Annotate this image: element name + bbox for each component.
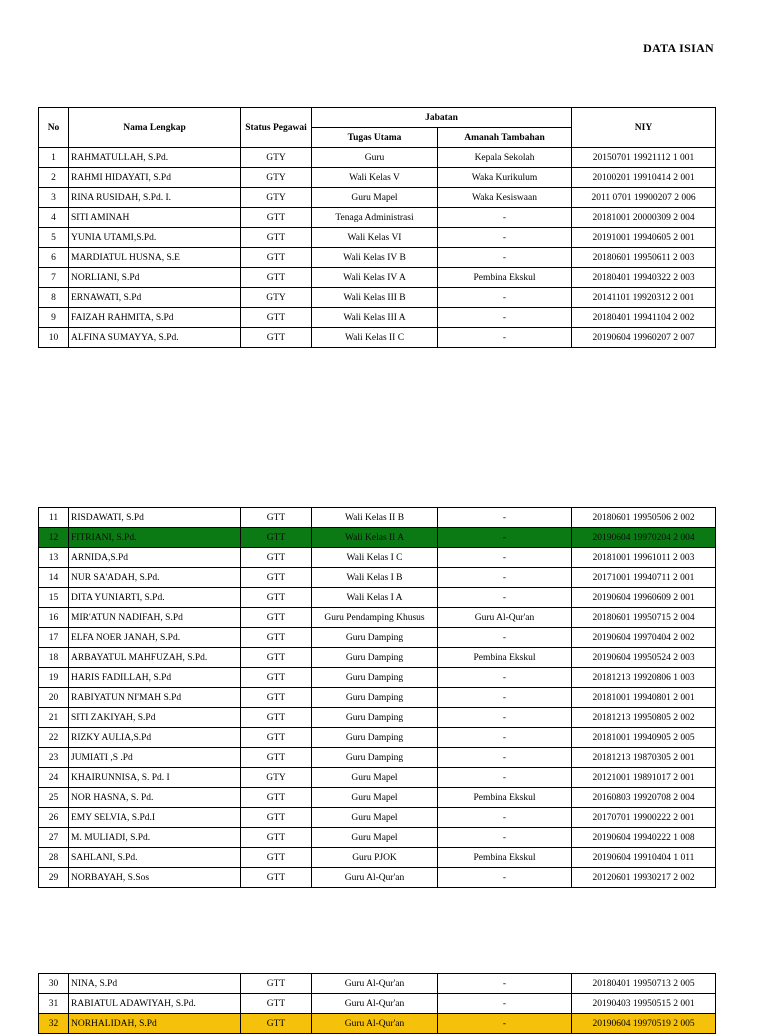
cell-nama: ARNIDA,S.Pd (69, 548, 241, 568)
staff-table-2 (38, 507, 716, 888)
cell-no: 25 (39, 788, 69, 808)
cell-no: 28 (39, 848, 69, 868)
cell-amanah: - (438, 508, 572, 528)
cell-amanah: - (438, 328, 572, 348)
cell-tugas: Guru Mapel (312, 788, 438, 808)
cell-status: GTT (241, 994, 312, 1014)
cell-no: 13 (39, 548, 69, 568)
cell-niy: 2011 0701 19900207 2 006 (572, 188, 716, 208)
cell-niy: 20181001 19940905 2 005 (572, 728, 716, 748)
header-nama: Nama Lengkap (69, 108, 241, 148)
header-niy: NIY (572, 108, 716, 148)
cell-status: GTT (241, 248, 312, 268)
cell-status: GTT (241, 328, 312, 348)
cell-niy: 20180601 19950506 2 002 (572, 508, 716, 528)
cell-no: 31 (39, 994, 69, 1014)
cell-no: 5 (39, 228, 69, 248)
cell-amanah: - (438, 548, 572, 568)
cell-status: GTT (241, 568, 312, 588)
table-row (39, 708, 716, 728)
cell-nama: FAIZAH RAHMITA, S.Pd (69, 308, 241, 328)
cell-nama: ARBAYATUL MAHFUZAH, S.Pd. (69, 648, 241, 668)
cell-niy: 20190604 19960207 2 007 (572, 328, 716, 348)
cell-amanah: - (438, 688, 572, 708)
cell-nama: RINA RUSIDAH, S.Pd. I. (69, 188, 241, 208)
cell-nama: MARDIATUL HUSNA, S.E (69, 248, 241, 268)
cell-nama: NUR SA'ADAH, S.Pd. (69, 568, 241, 588)
cell-nama: SITI ZAKIYAH, S.Pd (69, 708, 241, 728)
cell-niy: 20120601 19930217 2 002 (572, 868, 716, 888)
header-jabatan: Jabatan (312, 108, 572, 128)
cell-status: GTT (241, 668, 312, 688)
cell-niy: 20191001 19940605 2 001 (572, 228, 716, 248)
cell-niy: 20141101 19920312 2 001 (572, 288, 716, 308)
cell-status: GTT (241, 974, 312, 994)
cell-no: 30 (39, 974, 69, 994)
cell-amanah: - (438, 868, 572, 888)
cell-no: 18 (39, 648, 69, 668)
cell-no: 16 (39, 608, 69, 628)
cell-amanah: - (438, 208, 572, 228)
cell-tugas: Guru Damping (312, 688, 438, 708)
cell-niy: 20181213 19870305 2 001 (572, 748, 716, 768)
cell-amanah: Waka Kesiswaan (438, 188, 572, 208)
table-row (39, 868, 716, 888)
cell-nama: SAHLANI, S.Pd. (69, 848, 241, 868)
cell-status: GTT (241, 808, 312, 828)
cell-no: 23 (39, 748, 69, 768)
cell-nama: KHAIRUNNISA, S. Pd. I (69, 768, 241, 788)
header-status: Status Pegawai (241, 108, 312, 148)
cell-amanah: - (438, 528, 572, 548)
cell-no: 15 (39, 588, 69, 608)
cell-nama: MIR'ATUN NADIFAH, S.Pd (69, 608, 241, 628)
cell-tugas: Guru Pendamping Khusus (312, 608, 438, 628)
cell-no: 7 (39, 268, 69, 288)
cell-niy: 20190604 19940222 1 008 (572, 828, 716, 848)
cell-amanah: Pembina Ekskul (438, 848, 572, 868)
cell-niy: 20100201 19910414 2 001 (572, 168, 716, 188)
cell-nama: JUMIATI ,S .Pd (69, 748, 241, 768)
cell-tugas: Guru Damping (312, 748, 438, 768)
cell-niy: 20181213 19950805 2 002 (572, 708, 716, 728)
cell-amanah: - (438, 828, 572, 848)
table-row (39, 148, 716, 168)
cell-niy: 20160803 19920708 2 004 (572, 788, 716, 808)
cell-status: GTY (241, 168, 312, 188)
table-row (39, 168, 716, 188)
cell-status: GTT (241, 268, 312, 288)
cell-amanah: Kepala Sekolah (438, 148, 572, 168)
cell-nama: ERNAWATI, S.Pd (69, 288, 241, 308)
cell-no: 19 (39, 668, 69, 688)
cell-niy: 20181001 20000309 2 004 (572, 208, 716, 228)
cell-status: GTT (241, 848, 312, 868)
cell-status: GTY (241, 288, 312, 308)
table-row (39, 248, 716, 268)
cell-amanah: Pembina Ekskul (438, 268, 572, 288)
cell-no: 14 (39, 568, 69, 588)
cell-tugas: Wali Kelas VI (312, 228, 438, 248)
table-row (39, 974, 716, 994)
cell-tugas: Guru Mapel (312, 828, 438, 848)
cell-tugas: Guru Damping (312, 708, 438, 728)
cell-tugas: Guru PJOK (312, 848, 438, 868)
page-title: DATA ISIAN (643, 41, 714, 55)
table-row (39, 808, 716, 828)
cell-niy: 20171001 19940711 2 001 (572, 568, 716, 588)
cell-niy: 20121001 19891017 2 001 (572, 768, 716, 788)
cell-tugas: Wali Kelas IV B (312, 248, 438, 268)
cell-no: 2 (39, 168, 69, 188)
cell-status: GTY (241, 188, 312, 208)
cell-nama: RABIATUL ADAWIYAH, S.Pd. (69, 994, 241, 1014)
cell-niy: 20170701 19900222 2 001 (572, 808, 716, 828)
cell-niy: 20180401 19950713 2 005 (572, 974, 716, 994)
cell-tugas: Tenaga Administrasi (312, 208, 438, 228)
cell-status: GTT (241, 208, 312, 228)
cell-no: 6 (39, 248, 69, 268)
cell-niy: 20180601 19950715 2 004 (572, 608, 716, 628)
table-row (39, 528, 716, 548)
cell-niy: 20190604 19910404 1 011 (572, 848, 716, 868)
cell-no: 32 (39, 1014, 69, 1034)
staff-table-1 (38, 107, 716, 348)
header-amanah: Amanah Tambahan (438, 128, 572, 148)
cell-no: 11 (39, 508, 69, 528)
cell-amanah: - (438, 728, 572, 748)
cell-status: GTT (241, 308, 312, 328)
cell-tugas: Guru Al-Qur'an (312, 994, 438, 1014)
header-tugas: Tugas Utama (312, 128, 438, 148)
header-no: No (39, 108, 69, 148)
cell-tugas: Wali Kelas I A (312, 588, 438, 608)
cell-amanah: - (438, 248, 572, 268)
cell-status: GTY (241, 148, 312, 168)
table-row (39, 848, 716, 868)
table-row (39, 994, 716, 1014)
cell-amanah: - (438, 228, 572, 248)
cell-nama: ELFA NOER JANAH, S.Pd. (69, 628, 241, 648)
cell-niy: 20190403 19950515 2 001 (572, 994, 716, 1014)
cell-tugas: Wali Kelas II C (312, 328, 438, 348)
cell-amanah: - (438, 668, 572, 688)
table-row (39, 728, 716, 748)
cell-amanah: - (438, 288, 572, 308)
cell-status: GTT (241, 728, 312, 748)
cell-status: GTT (241, 828, 312, 848)
cell-amanah: - (438, 628, 572, 648)
table-row (39, 768, 716, 788)
cell-no: 17 (39, 628, 69, 648)
cell-nama: EMY SELVIA, S.Pd.I (69, 808, 241, 828)
cell-amanah: - (438, 708, 572, 728)
cell-amanah: Pembina Ekskul (438, 648, 572, 668)
cell-tugas: Guru Damping (312, 728, 438, 748)
cell-niy: 20181213 19920806 1 003 (572, 668, 716, 688)
table-row (39, 828, 716, 848)
cell-status: GTT (241, 608, 312, 628)
table-row (39, 628, 716, 648)
table-row (39, 208, 716, 228)
cell-status: GTT (241, 1014, 312, 1034)
cell-amanah: - (438, 768, 572, 788)
cell-nama: YUNIA UTAMI,S.Pd. (69, 228, 241, 248)
cell-nama: NORBAYAH, S.Sos (69, 868, 241, 888)
cell-niy: 20180401 19940322 2 003 (572, 268, 716, 288)
cell-amanah: - (438, 588, 572, 608)
cell-no: 8 (39, 288, 69, 308)
cell-no: 4 (39, 208, 69, 228)
cell-tugas: Guru Mapel (312, 768, 438, 788)
cell-tugas: Wali Kelas II B (312, 508, 438, 528)
cell-nama: FITRIANI, S.Pd. (69, 528, 241, 548)
cell-no: 9 (39, 308, 69, 328)
cell-no: 22 (39, 728, 69, 748)
table-row (39, 288, 716, 308)
cell-nama: SITI AMINAH (69, 208, 241, 228)
cell-no: 3 (39, 188, 69, 208)
cell-no: 26 (39, 808, 69, 828)
table-row (39, 328, 716, 348)
table-row (39, 188, 716, 208)
cell-status: GTT (241, 868, 312, 888)
cell-tugas: Guru Mapel (312, 188, 438, 208)
staff-table-3 (38, 973, 716, 1034)
cell-nama: NORHALIDAH, S.Pd (69, 1014, 241, 1034)
table-row (39, 648, 716, 668)
cell-tugas: Wali Kelas II A (312, 528, 438, 548)
cell-nama: RAHMATULLAH, S.Pd. (69, 148, 241, 168)
table-row (39, 788, 716, 808)
cell-nama: ALFINA SUMAYYA, S.Pd. (69, 328, 241, 348)
cell-no: 27 (39, 828, 69, 848)
cell-nama: RIZKY AULIA,S.Pd (69, 728, 241, 748)
cell-nama: M. MULIADI, S.Pd. (69, 828, 241, 848)
cell-no: 21 (39, 708, 69, 728)
cell-amanah: - (438, 748, 572, 768)
cell-status: GTT (241, 528, 312, 548)
cell-niy: 20180601 19950611 2 003 (572, 248, 716, 268)
cell-nama: RISDAWATI, S.Pd (69, 508, 241, 528)
cell-niy: 20190604 19970204 2 004 (572, 528, 716, 548)
cell-status: GTT (241, 588, 312, 608)
cell-tugas: Wali Kelas IV A (312, 268, 438, 288)
cell-amanah: - (438, 808, 572, 828)
cell-status: GTT (241, 788, 312, 808)
cell-niy: 20180401 19941104 2 002 (572, 308, 716, 328)
cell-no: 20 (39, 688, 69, 708)
cell-tugas: Guru Mapel (312, 808, 438, 828)
table-row (39, 548, 716, 568)
cell-tugas: Guru Damping (312, 648, 438, 668)
cell-nama: DITA YUNIARTI, S.Pd. (69, 588, 241, 608)
cell-status: GTT (241, 508, 312, 528)
cell-tugas: Wali Kelas V (312, 168, 438, 188)
cell-nama: NINA, S.Pd (69, 974, 241, 994)
cell-amanah: - (438, 994, 572, 1014)
cell-amanah: Waka Kurikulum (438, 168, 572, 188)
cell-status: GTT (241, 628, 312, 648)
cell-status: GTT (241, 748, 312, 768)
cell-no: 24 (39, 768, 69, 788)
cell-amanah: - (438, 308, 572, 328)
table-row (39, 668, 716, 688)
cell-no: 12 (39, 528, 69, 548)
cell-tugas: Wali Kelas III B (312, 288, 438, 308)
cell-niy: 20190604 19960609 2 001 (572, 588, 716, 608)
cell-amanah: Pembina Ekskul (438, 788, 572, 808)
cell-amanah: - (438, 568, 572, 588)
table-row (39, 588, 716, 608)
cell-status: GTY (241, 768, 312, 788)
cell-nama: RAHMI HIDAYATI, S.Pd (69, 168, 241, 188)
cell-nama: NOR HASNA, S. Pd. (69, 788, 241, 808)
cell-status: GTT (241, 688, 312, 708)
cell-niy: 20190604 19950524 2 003 (572, 648, 716, 668)
table-row (39, 568, 716, 588)
cell-status: GTT (241, 228, 312, 248)
cell-tugas: Wali Kelas III A (312, 308, 438, 328)
cell-tugas: Guru Al-Qur'an (312, 974, 438, 994)
table-row (39, 748, 716, 768)
cell-tugas: Wali Kelas I C (312, 548, 438, 568)
cell-tugas: Guru Damping (312, 668, 438, 688)
cell-niy: 20181001 19961011 2 003 (572, 548, 716, 568)
table-row (39, 228, 716, 248)
cell-amanah: - (438, 1014, 572, 1034)
table-row (39, 508, 716, 528)
table-row (39, 688, 716, 708)
cell-niy: 20190604 19970404 2 002 (572, 628, 716, 648)
cell-tugas: Guru Al-Qur'an (312, 868, 438, 888)
cell-status: GTT (241, 708, 312, 728)
cell-no: 1 (39, 148, 69, 168)
cell-tugas: Guru Al-Qur'an (312, 1014, 438, 1034)
cell-nama: RABIYATUN NI'MAH S.Pd (69, 688, 241, 708)
cell-no: 10 (39, 328, 69, 348)
cell-no: 29 (39, 868, 69, 888)
cell-tugas: Wali Kelas I B (312, 568, 438, 588)
table-row (39, 308, 716, 328)
cell-status: GTT (241, 648, 312, 668)
table-row (39, 608, 716, 628)
cell-nama: NORLIANI, S.Pd (69, 268, 241, 288)
cell-niy: 20181001 19940801 2 001 (572, 688, 716, 708)
cell-niy: 20150701 19921112 1 001 (572, 148, 716, 168)
cell-status: GTT (241, 548, 312, 568)
table-row (39, 268, 716, 288)
cell-amanah: Guru Al-Qur'an (438, 608, 572, 628)
cell-niy: 20190604 19970519 2 005 (572, 1014, 716, 1034)
cell-amanah: - (438, 974, 572, 994)
cell-tugas: Guru Damping (312, 628, 438, 648)
cell-tugas: Guru (312, 148, 438, 168)
cell-nama: HARIS FADILLAH, S.Pd (69, 668, 241, 688)
